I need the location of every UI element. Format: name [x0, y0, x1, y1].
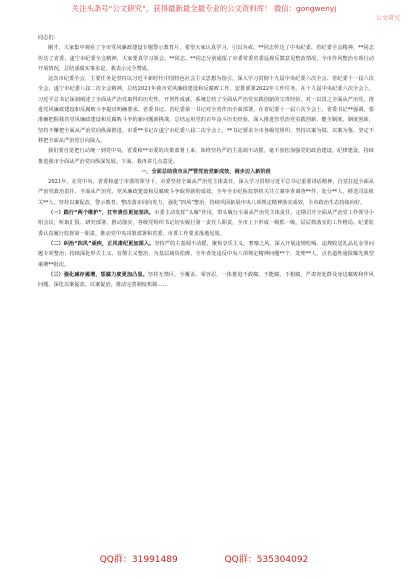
salutation: 同志们： — [38, 35, 59, 41]
promo-banner — [0, 4, 408, 24]
paragraph-2: 这次市纪委全会，主要任务是坚持以习近平新时代中国特色社会主义思想为指引，深入学习贯彻十九届中央纪委六次全会、省纪委十一届六次全会，遂宁市纪委八届二次全会精神，总结2021年我市党风廉政建设和反腐败工作，安排部署2022年工作任务。在十九届中央纪委六次全会上，习近平总书记深刻阐述了全面从严治党取得的历史性、开创性成就，系统总结了全面从严治党实践创新的宝贵经验，对一以贯之全面从严治党、推进党风廉政建设和反腐败斗争提出明确要求。省委书记、省纪委第一书记对全省作出全面部署，在省纪委十一届六次全会上，省委书记**强调，要准确把握我省党风廉政建设和反腐败斗争的新问题新挑战，总结运用党的百年奋斗历史经验，深入推进管党治党实践创新，健全制度，制度创新，坚持不懈把全面从严治党向纵深推进。市委**书记在遂宁市纪委八届二次全会上，**书记要求全市各级党组织，坚持以案为镜、以案为鉴，坚定不移把全面从严治党引向深入。 — [38, 76, 374, 144]
section-paragraph: 2021年，在党中央、省委和遂宁市委的领导下，市委坚持全面从严治党主体责任，深入学习贯彻习近平总书记重要讲话精神，自觉扛起全面从严治党政治责任，全面从严治党、党风廉政建设和反腐败斗争取得新的成效。全年全市纪检监察机关共立案审查调查**件，处分**人，移送司法机关**人。坚持以案促改，警示教育、整改落实同向发力，强化“四风”整治，持续巩固拓展中央八项规定精神落实成效，全市政治生态持续向好。 — [38, 179, 374, 206]
subsection-1-text: 市委主动发挥“头雁”作用，带头履行全面从严治党主体责任，定期召开全面从严治党工作领导小组会议，听取汇报、研究部署、推动落实，各级党组织书记切实履行第一责任人职责，全市上下形成一级抓一级、层层抓落实的工作格局。纪委监委认真履行监督第一职责，推动党中央决策部署和省委、市委工作要求落地见效。 — [38, 210, 374, 237]
paragraph-3: 我们要自觉把行动统一到党中央、省委和**市委的决策部署上来，始终坚持严的主基调不动摇，毫不放松加强党的政治建设、纪律建设，持续推进我市全面从严治党向纵深发展。下面，我再讲几点意见。 — [38, 148, 374, 165]
subsection-2-title: （二）纠治“四风”顽疾，正风肃纪更加深入。 — [48, 240, 155, 247]
footer-qq-groups — [0, 552, 408, 565]
promo-banner-text: 关注头条号“公文研究”，获得最新最全最专业的公文资料库！ 微信：gongwenyj — [71, 4, 337, 13]
subsection-2-text: 坚持严的主基调不动摇，聚焦享乐主义、奢靡之风，深入开展违规吃喝、违规收送礼品礼金等问题专项整治；持续深化形式主义、官僚主义整治，为基层减负松绑。全年查处违反中央八项规定精神问题**个，处理**人，点名道姓通报曝光典型案例**批次。 — [38, 240, 374, 268]
subsection-2 — [38, 239, 374, 270]
section-title: 一、全面总结我市从严管党治党新成效，阔步迈入新阶段 — [141, 168, 271, 175]
document-body — [38, 33, 374, 290]
watermark-text: 公文研究 — [375, 15, 400, 22]
qq-group-right: QQ群：535304092 — [224, 555, 309, 565]
subsection-3-title: （三）强化减存遏增，惩腐力度更加凸显。 — [48, 271, 148, 278]
qq-group-left: QQ群：31991489 — [99, 555, 178, 565]
subsection-1 — [38, 208, 374, 239]
subsection-3-text: 坚持无禁区、全覆盖、零容忍，一体推进不敢腐、不能腐、不想腐，严肃查处群众身边腐败和作风问题，深化以案促改、以案促治，推动完善制度机制…… — [38, 271, 374, 289]
subsection-3 — [38, 270, 374, 291]
subsection-1-title: （一）践行“两个维护”，扛牢责任更加坚决。 — [48, 210, 155, 217]
paragraph-1: 刚才，大家集中观看了全市党风廉政建设专题警示教育片，希望大家认真学习，引以为戒。**同志传达了中央纪委、省纪委全会精神，**同志传达了省委、遂宁市纪委全会精神，大家要真学习领会。**同志、**同志分别通报了市委常委省委巡视反馈意见整改情况、全市作风整治专项行动开展情况，总结成绩实事求是，我表示完全赞成。 — [38, 45, 374, 72]
